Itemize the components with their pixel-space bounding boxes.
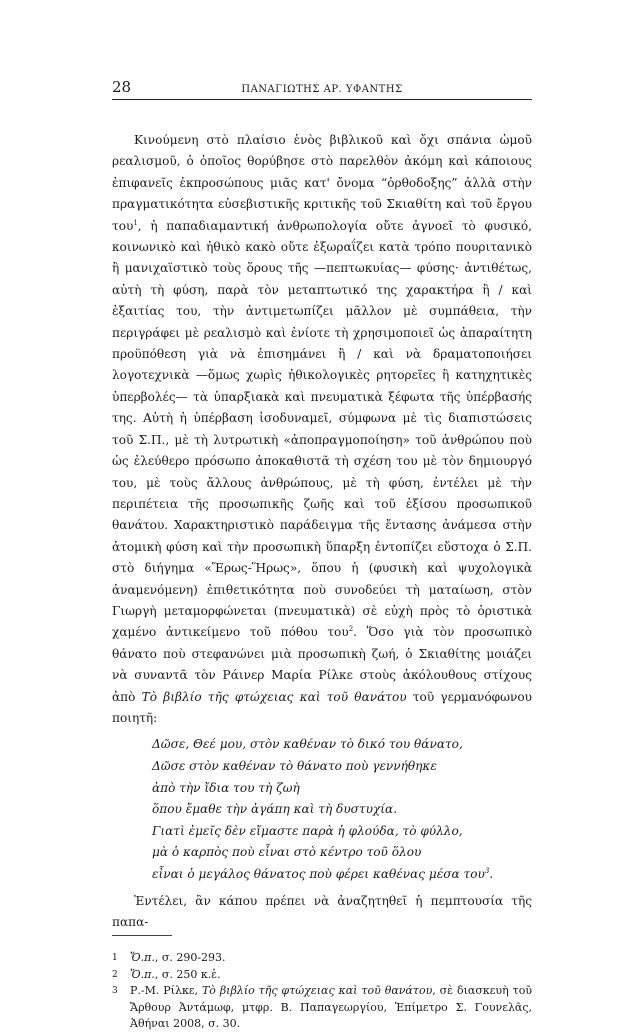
poem-line: ὅπου ἔμαθε τὴν ἀγάπη καὶ τὴ δυστυχία. — [152, 802, 398, 817]
footnote-pages: , σ. 250 κ.ἑ. — [154, 967, 221, 981]
footnote-text — [130, 950, 532, 967]
footnote-2 — [112, 967, 532, 984]
footnote-number: 1 — [112, 953, 118, 964]
paragraph-text: Κινούμενη στὸ πλαίσιο ἑνὸς βιβλικοῦ καὶ ὄχι σπάνια ὠμοῦ ρεαλισμοῦ, ὁ ὁποῖος θορύβησε στὸ παρελθὸν ἀκόμη καὶ κάποιους ἐπιφανεῖς ἐκπροσώπους μιᾶς κατ' ὄνομα “ὀρθοδοξης” ἀλλὰ στὴν πραγματικότητα εὐσεβιστικῆς κριτικῆς τοῦ Σκιαθίτη καὶ τοῦ ἔργου του — [112, 133, 532, 233]
paragraph-text: τοῦ γερμανόφωνου ποιητῆ: — [112, 689, 532, 725]
poem-line: Γιατὶ ἐμεῖς δὲν εἴμαστε παρὰ ἡ φλούδα, τὸ φύλλο, — [152, 823, 463, 838]
footnotes — [112, 950, 532, 1033]
footnote-citation: , σὲ διασκευὴ τοῦ Ἄρθουρ Ἀντάμωφ, μτφρ. Β. Παπαγεωργίου, Ἐπίμετρο Σ. Γουνελᾶς, Ἀθήναι 2008, σ. 30. — [130, 984, 533, 1031]
running-title: ΠΑΝΑΓΙΩΤΗΣ ΑΡ. ΥΦΑΝΤΗΣ — [241, 84, 403, 95]
page-number: 28 — [112, 78, 132, 96]
paragraph-text: . Ὅσο γιὰ τὸν προσωπικὸ θάνατο ποὺ στεφανώνει μιὰ προσωπικὴ ζωή, ὁ Σκιαθίτης μοιάζει νὰ συναντᾶ τὸν Ράινερ Μαρία Ρίλκε στοὺς ἀκόλουθους στίχους ἀπὸ — [112, 625, 532, 704]
book-page — [112, 78, 532, 1033]
footnote-pages: , σ. 290-293. — [154, 951, 226, 965]
footnote-ref: 3 — [484, 866, 490, 875]
body-text — [112, 130, 532, 933]
footnote-book-title: Τὸ βιβλίο τῆς φτώχειας καὶ τοῦ θανάτου — [201, 984, 433, 998]
footnote-ref: 2 — [348, 625, 354, 634]
poem-line: Δῶσε, Θεέ μου, στὸν καθέναν τὸ δικό του θάνατο, — [152, 737, 463, 752]
footnote-number: 3 — [112, 986, 118, 997]
footnote-3 — [112, 983, 532, 1033]
footnote-ref-abbr: Ὅ.π. — [130, 951, 155, 965]
paragraph-text: , ἡ παπαδιαμαντική ἀνθρωπολογία οὔτε ἀγνοεῖ τὸ φυσικό, κοινωνικὸ καὶ ἠθικὸ κακὸ οὔτε ἐξωραΐζει κατὰ τρόπο πουριτανικὸ ἢ μανιχαϊστικὸ τοὺς ὅρους τῆς —πεπτωκυίας— φύσης· ἀντιθέτως, αὐτὴ τὴ φύση, παρὰ τὸν μεταπτωτικό της χαρακτήρα ἢ / καὶ ἐξαιτίας του, τὴν ἀντιμετωπίζει μᾶλλον μὲ συμπάθεια, τὴν περιγράφει μὲ ρεαλισμὸ καὶ ἐνίοτε τὴ χρησιμοποιεῖ ὡς ἀπαραίτητη προϋπόθεση γιὰ νὰ ἐπισημάνει ἢ / καὶ νὰ δραματοποιήσει λογοτεχνικὰ —ὅμως χωρὶς ἠθικολογικὲς ρητορεῖες ἢ κατηχητικὲς ὑπερβολές— τὰ ὑπαρξιακὰ καὶ πνευματικὰ ξέφωτα τῆς ὑπέρβασής της. Αὐτὴ ἡ ὑπέρβαση ἰσοδυναμεῖ, σύμφωνα μὲ τὶς διαπιστώσεις τοῦ Σ.Π., μὲ τὴ λυτρωτικὴ «ἀποπραγμοποίηση» τοῦ ἀνθρώπου ποὺ ὡς ἐλεύθερο πρόσωπο ἀποκαθιστᾶ τὴ σχέση του μὲ τὸν δημιουργό του, μὲ τοὺς ἄλλους ἀνθρώπους, μὲ τὴ φύση, ἐντέλει μὲ τὴν περιπέτεια τῆς προσωπικῆς ζωῆς καὶ τοῦ ἐξίσου προσωπικοῦ θανάτου. Χαρακτηριστικὸ παράδειγμα τῆς ἔντασης ἀνάμεσα στὴν ἀτομικὴ φύση καὶ τὴν προσωπικὴ ὕπαρξη ἐντοπίζει εὔστοχα ὁ Σ.Π. στὸ διήγημα «Ἔρως-Ἥρως», ὅπου ἡ (φυσικὴ καὶ ψυχολογικὰ ἀναμενόμενη) ἐπιθετικότητα ποὺ συνοδεύει τὴ ματαίωση, στὸν Γιωργὴ μεταμορφώνεται (πνευματικὰ) σὲ εὐχὴ πρὸς τὸ ὁριστικὰ χαμένο ἀντικείμενο τοῦ πόθου του — [112, 218, 532, 640]
poem-line: ἀπὸ τὴν ἴδια του τὴ ζωὴ — [152, 780, 300, 795]
footnote-rule — [112, 935, 172, 936]
footnote-number: 2 — [112, 969, 118, 980]
poem-line: Δῶσε στὸν καθέναν τὸ θάνατο ποὺ γεννήθηκε — [152, 758, 437, 773]
poem-line: μὰ ὁ καρπὸς ποὺ εἶναι στὸ κέντρο τοῦ ὅλου — [152, 845, 422, 860]
book-title: Τὸ βιβλίο τῆς φτώχειας καὶ τοῦ θανάτου — [141, 689, 407, 704]
poem-line — [152, 864, 532, 886]
poem-quote — [152, 734, 532, 885]
page-header — [112, 78, 532, 100]
poem-line-text: εἶναι ὁ μεγάλος θάνατος ποὺ φέρει καθένας μέσα του — [152, 866, 485, 881]
footnote-ref-abbr: Ὅ.π. — [130, 967, 155, 981]
footnote-text — [130, 983, 532, 1033]
poem-line-end: . — [489, 866, 494, 881]
footnote-author: Ρ.-Μ. Ρίλκε, — [130, 984, 202, 998]
footnote-1 — [112, 950, 532, 967]
paragraph — [112, 130, 532, 729]
paragraph: Ἐντέλει, ἂν κάπου πρέπει νὰ ἀναζητηθεῖ ἡ πεμπτουσία τῆς παπα- — [112, 893, 532, 929]
footnote-ref: 1 — [133, 218, 138, 227]
footnote-text — [130, 967, 532, 984]
